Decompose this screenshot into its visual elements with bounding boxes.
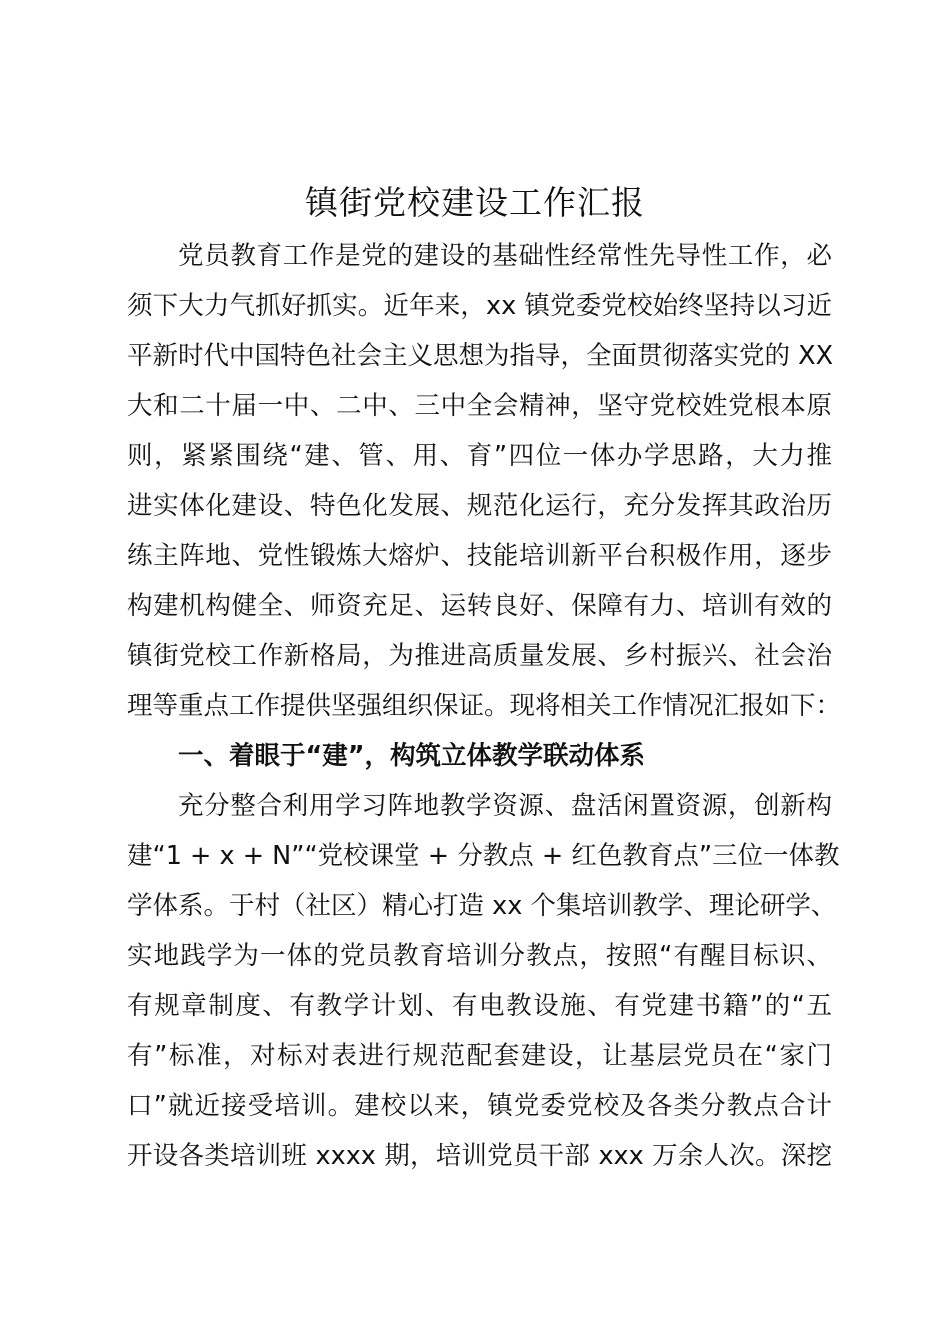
paragraph-1-line-3: 平新时代中国特色社会主义思想为指导，全面贯彻落实党的 XX [127,341,834,371]
section-heading-1: 一、着眼于“建”，构筑立体教学联动体系 [178,741,646,771]
paragraph-1-line-2: 须下大力气抓好抓实。近年来，xx 镇党委党校始终坚持以习近 [127,291,832,321]
paragraph-2-line-6: 有”标准，对标对表进行规范配套建设，让基层党员在“家门 [127,1041,832,1071]
paragraph-2-line-4: 实地践学为一体的党员教育培训分教点，按照“有醒目标识、 [127,941,832,971]
paragraph-1-line-4: 大和二十届一中、二中、三中全会精神，坚守党校姓党根本原 [127,391,832,421]
paragraph-1-line-9: 镇街党校工作新格局，为推进高质量发展、乡村振兴、社会治 [127,641,832,671]
paragraph-2-line-8: 开设各类培训班 xxxx 期，培训党员干部 xxx 万余人次。深挖 [127,1141,832,1171]
paragraph-1-line-1: 党员教育工作是党的建设的基础性经常性先导性工作，必 [178,241,832,271]
paragraph-2-line-1: 充分整合利用学习阵地教学资源、盘活闲置资源，创新构 [178,791,832,821]
paragraph-2-line-5: 有规章制度、有教学计划、有电教设施、有党建书籍”的“五 [127,991,832,1021]
paragraph-1-line-6: 进实体化建设、特色化发展、规范化运行，充分发挥其政治历 [127,491,832,521]
paragraph-2-line-7: 口”就近接受培训。建校以来，镇党委党校及各类分教点合计 [127,1091,832,1121]
document-title: 镇街党校建设工作汇报 [305,183,645,222]
paragraph-1-line-8: 构建机构健全、师资充足、运转良好、保障有力、培训有效的 [127,591,832,621]
document-body [127,231,842,1181]
paragraph-1-line-5: 则，紧紧围绕“建、管、用、育”四位一体办学思路，大力推 [127,441,832,471]
paragraph-2-line-2: 建“1 + x + N”“党校课堂 + 分教点 + 红色教育点”三位一体教 [127,841,840,871]
paragraph-2-line-3: 学体系。于村（社区）精心打造 xx 个集培训教学、理论研学、 [127,891,837,921]
paragraph-1-line-7: 练主阵地、党性锻炼大熔炉、技能培训新平台积极作用，逐步 [127,541,832,571]
paragraph-1-line-10: 理等重点工作提供坚强组织保证。现将相关工作情况汇报如下： [127,691,842,721]
